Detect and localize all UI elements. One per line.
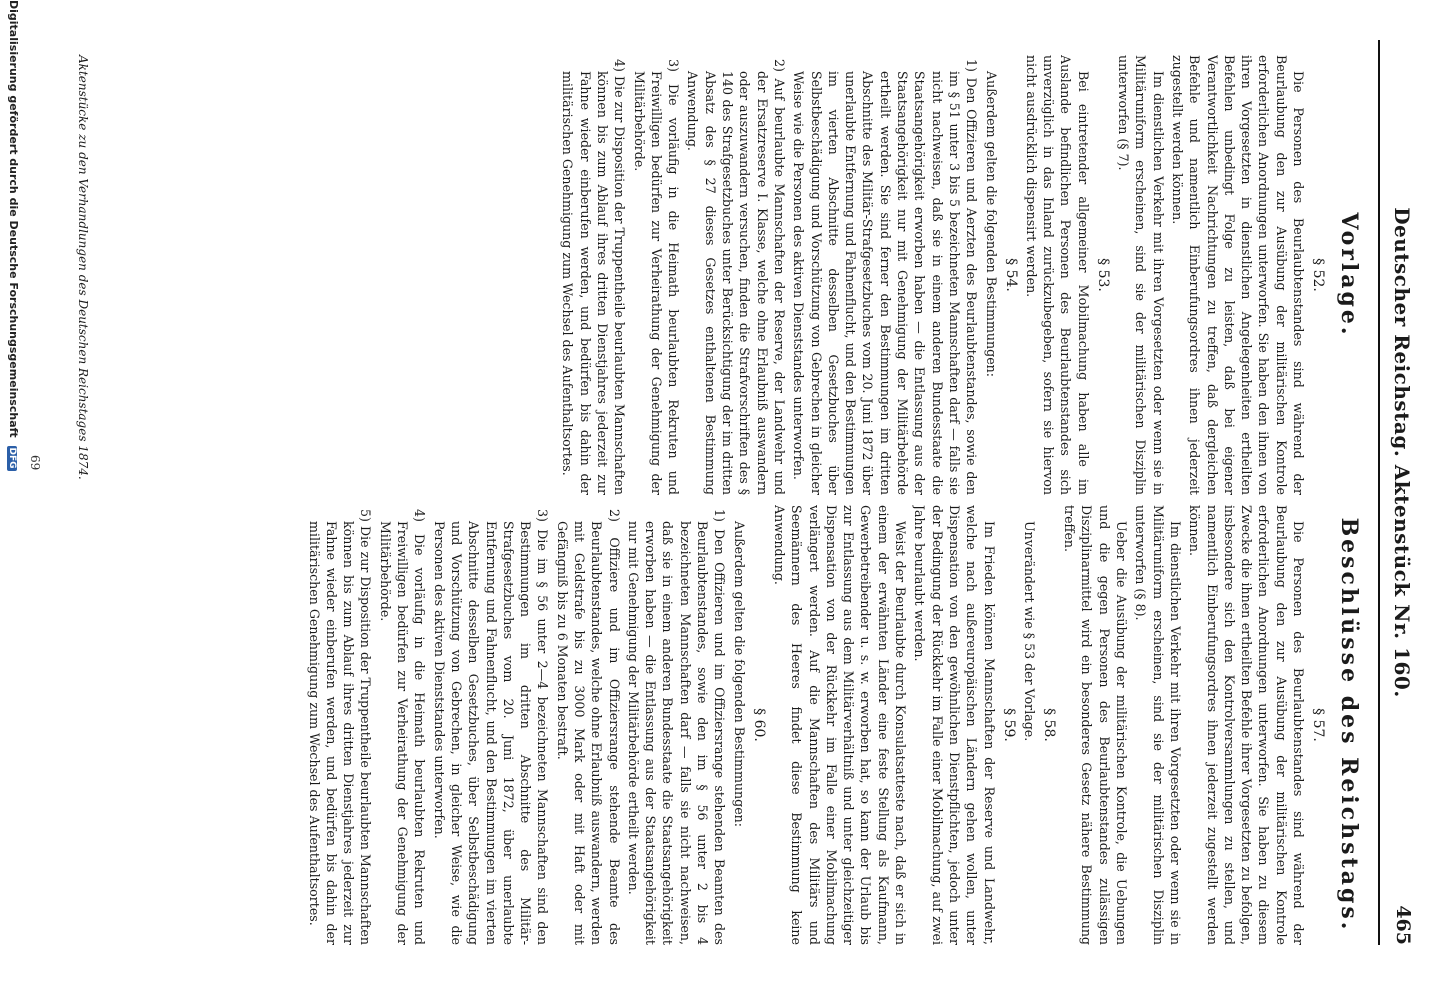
list-item: 5) Die zur Disposition der Truppentheile beurlaubten Mannschaften können bis zum Ablauf ihres dritten Dienstjahres jederzeit zur Fahne wieder einberufen werden, und bedürfen bis dahin der militärischen Genehmigung zum Wechsel des Aufenthaltsortes. [306, 509, 374, 945]
section-heading: § 58. [1040, 708, 1057, 742]
footer-page-number: 69 [28, 455, 42, 471]
page-header [1374, 40, 1414, 945]
paragraph: Außerdem gelten die folgenden Bestimmungen: [983, 71, 999, 378]
list-item: 3) Die vorläufig in die Heimath beurlaubten Rekruten und Freiwilligen bedürfen zur Verheirathung der Genehmigung der Militärbehörde. [631, 59, 682, 495]
digitization-text: Digitalisierung gefördert durch die Deutsche Forschungsgemeinschaft [7, 0, 20, 438]
paragraph: Im Frieden können Mannschaften der Reserve und Landwehr, welche nach außereuropäischen Ländern gehen wollen, unter Dispensation von den gewöhnlichen Dienstpflichten, jedoch unter der Bedingung der Rückkehr im Falle einer Mobilmachung, auf zwei Jahre beurlaubt werden. [912, 505, 997, 945]
list-item: 1) Den Offizieren und im Offiziersrange stehenden Beamten des Beurlaubtenstandes, sowie den im § 56 unter 2 bis 4 bezeichneten Mannschaften darf — falls sie nicht nachweisen, daß sie in einem anderen Bundesstaate die Staatsangehörigkeit erworben haben — die Entlassung aus der Staatsangehörigkeit nur mit Genehmigung der Militärbehörde ertheilt werden. [625, 509, 728, 945]
paragraph: Ueber die Ausübung der militärischen Kontrole, die Uebungen und die gegen Personen des Beurlaubtenstandes zulässigen Disziplinarmittel wird ein besonderes Gesetz nähere Bestimmung treffen. [1062, 505, 1130, 945]
paragraph: Bei eintretender allgemeiner Mobilmachung haben alle im Auslande befindlichen Personen des Beurlaubtenstandes sich unverzüglich in das Inland zurückzubegeben, sofern sie hiervon nicht ausdrücklich dispensirt werden. [1023, 55, 1091, 495]
dfg-logo-icon: DFG [7, 447, 17, 469]
paragraph: Unverändert wie § 53 der Vorlage. [1021, 521, 1037, 742]
section-heading: § 59. [1000, 708, 1017, 742]
column-body-beschluesse [305, 505, 1326, 945]
section-heading: § 57. [1310, 708, 1326, 742]
header-page-number: 465 [1392, 905, 1414, 945]
section-heading: § 60. [750, 708, 767, 742]
column-heading-vorlage: Vorlage. [1336, 212, 1362, 338]
list-item: 4) Die vorläufig in die Heimath beurlaubten Rekruten und Freiwilligen bedürfen zur Verheirathung der Genehmigung der Militärbehörde. [377, 509, 428, 945]
list-item: 2) Offiziere und im Offiziersrange stehende Beamte des Beurlaubtenstandes, welche ohne Erlaubniß auswandern, werden mit Geldstrafe bis zu 3000 Mark oder mit Haft oder mit Gefängniß bis zu 6 Monaten bestraft. [554, 509, 622, 945]
header-rule [1378, 40, 1380, 945]
list-item: 1) Den Offizieren und Aerzten des Beurlaubtenstandes, sowie den im § 51 unter 3 bis 5 bezeichneten Mannschaften darf — falls sie nicht nachweisen, daß sie in einem anderen Bundesstaate die Staatsangehörigkeit erworben haben — die Entlassung aus der Staatsangehörigkeit nur mit Genehmigung der Militärbehörde ertheilt werden. Sie sind ferner den Bestimmungen im dritten Abschnitte des Militär-Strafgesetzbuches vom 20. Juni 1872 über unerlaubte Entfernung und Fahnenflucht, und den Bestimmungen im vierten Abschnitte desselben Gesetzbuches über Selbstbeschädigung und Vorschützung von Gebrechen in gleicher Weise wie die Personen des aktiven Dienststandes unterworfen. [791, 59, 980, 495]
section-heading: § 54. [1002, 258, 1019, 292]
column-vorlage [60, 55, 1366, 495]
section-heading: § 53. [1094, 258, 1111, 292]
column-beschluesse [60, 505, 1366, 945]
paragraph: Außerdem gelten die folgenden Bestimmungen: [731, 521, 747, 828]
document-footer: Aktenstücke zu den Verhandlungen des Deutschen Reichstages 1874. [76, 55, 90, 480]
paragraph: Die Personen des Beurlaubtenstandes sind während der Beurlaubung den zur Ausübung der militärischen Kontrole erforderlichen Anordnungen unterworfen. Sie haben zu diesem Zwecke die ihnen ertheilten Befehle ihrer Vorgesetzten zu befolgen, insbesondere sich den Kontrolversammlungen zu stellen, und namentlich Einberufungsordres ihnen jederzeit zugestellt werden können. [1187, 505, 1306, 945]
paragraph: Weist der Beurlaubte durch Konsulatsatteste nach, daß er sich in einem der erwähnten Länder eine feste Stellung als Kaufmann, Gewerbetreibender u. s. w. erworben hat, so kann der Urlaub bis zur Entlassung aus dem Militärverhältniß und unter gleichzeitiger Dispensation von der Rückkehr im Falle einer Mobilmachung verlängert werden. Auf die Mannschaften des Militärs und Seemännern des Heeres findet diese Bestimmung keine Anwendung. [771, 505, 909, 945]
list-item: 2) Auf beurlaubte Mannschaften der Reserve, der Landwehr und der Ersatzreserve I. Klasse, welche ohne Erlaubniß auswandern oder auszuwandern versuchen, finden die Strafvorschriften des § 140 des Strafgesetzbuches unter Berücksichtigung der im dritten Absatz des § 27 dieses Gesetzes enthaltenen Bestimmung Anwendung. [685, 59, 787, 495]
digitization-note [7, 0, 20, 1000]
header-title: Deutscher Reichstag. Aktenstück Nr. 160. [1390, 207, 1414, 698]
paragraph: Die Personen des Beurlaubtenstandes sind während der Beurlaubung den zur Ausübung der militärischen Kontrole erforderlichen Anordnungen unterworfen. Sie haben den ihnen von ihren Vorgesetzten in dienstlichen Angelegenheiten ertheilten Befehlen unbedingt Folge zu leisten, daß bei eigener Verantwortlichkeit Nachrichtungen zu treffen, daß dergleichen Befehle und namentlich Einberufungsordres ihnen jederzeit zugestellt werden können. [1169, 55, 1306, 495]
list-item: 4) Die zur Disposition der Truppentheile beurlaubten Mannschaften können bis zum Ablauf ihres dritten Dienstjahres jederzeit zur Fahne wieder einberufen werden, und bedürfen bis dahin der militärischen Genehmigung zum Wechsel des Aufenthaltsortes. [560, 59, 628, 495]
column-body-vorlage [559, 55, 1326, 495]
paragraph: Im dienstlichen Verkehr mit ihren Vorgesetzten oder wenn sie in Militäruniform erscheinen, sind sie der militärischen Disziplin unterworfen (§ 8). [1133, 505, 1183, 945]
list-item: 3) Die im § 56 unter 2—4 bezeichneten Mannschaften sind den Bestimmungen im dritten Abschnitte des Militär-Strafgesetzbuches vom 20. Juni 1872, über unerlaubte Entfernung und Fahnenflucht, und den Bestimmungen im vierten Abschnitte desselben Gesetzbuches, über Selbstbeschädigung und Vorschützung von Gebrechen, in gleicher Weise, wie die Personen des aktiven Dienststandes unterworfen. [431, 509, 551, 945]
paragraph: Im dienstlichen Verkehr mit ihren Vorgesetzten oder wenn sie in Militäruniform erscheinen, sind sie der militärischen Disziplin unterworfen (§ 7). [1116, 55, 1166, 495]
column-heading-beschluesse: Beschlüsse des Reichstags. [1336, 517, 1362, 933]
section-heading: § 52. [1310, 258, 1326, 292]
